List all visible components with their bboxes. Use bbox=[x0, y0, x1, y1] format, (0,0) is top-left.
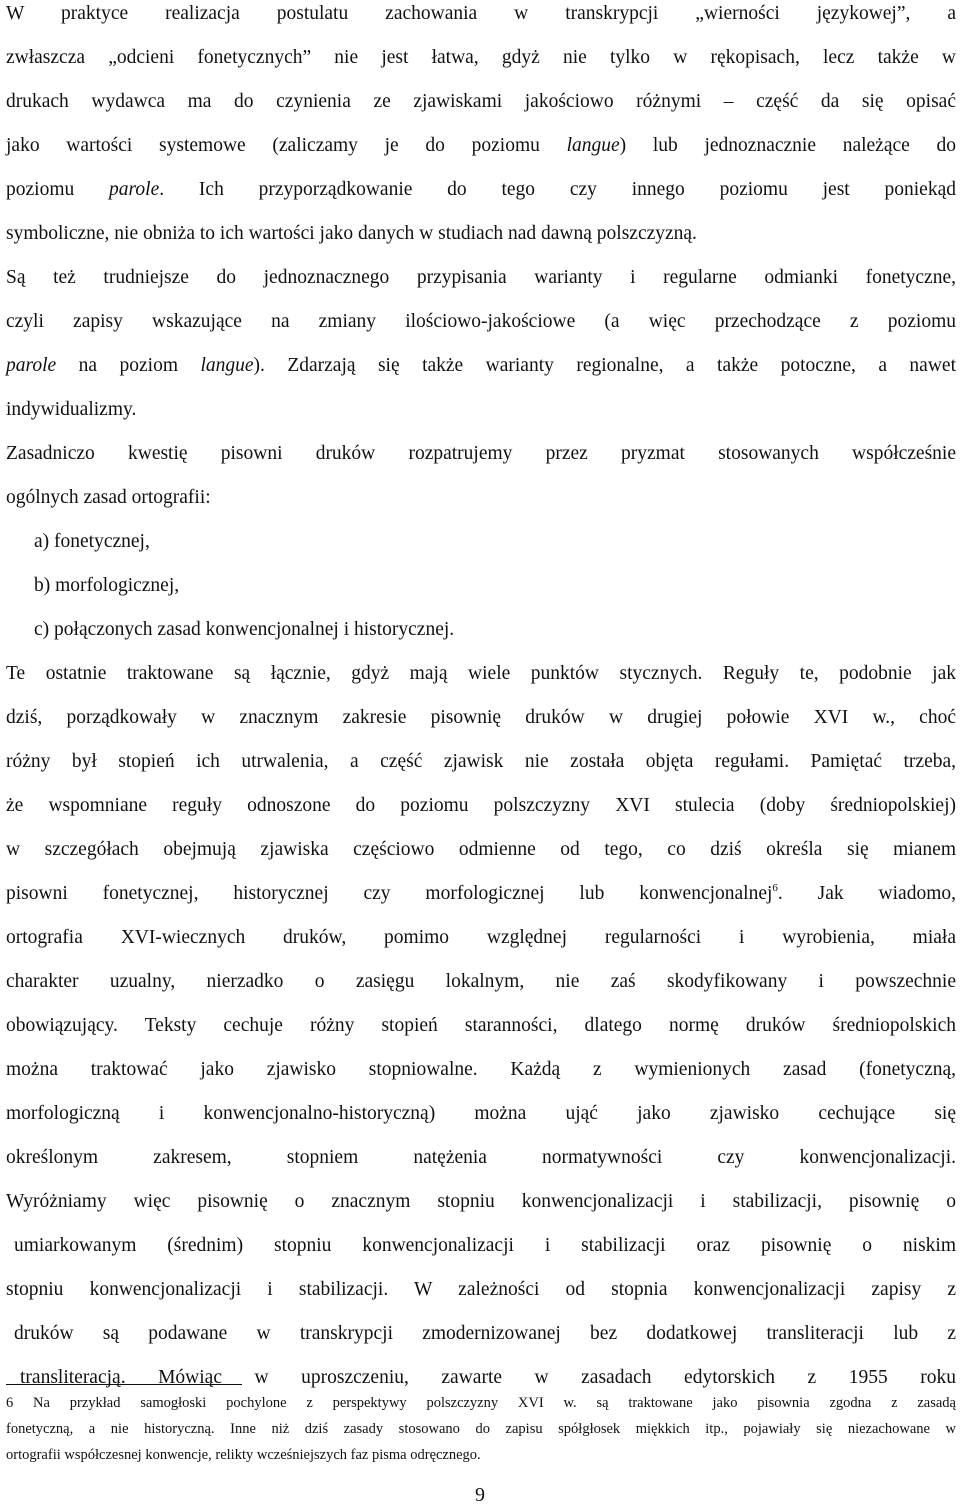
footnote-separator bbox=[6, 1384, 242, 1385]
text-segment: symboliczne, nie obniża to ich wartości jako danych w studiach nad dawną polszczyzną. bbox=[6, 223, 697, 244]
text-line bbox=[6, 178, 956, 202]
text-segment: ortografia XVI-wiecznych druków, pomimo względnej regularności i wyrobienia, miała bbox=[6, 927, 956, 948]
text-line bbox=[6, 1014, 956, 1038]
text-segment: fonetyczną, a nie historyczną. Inne niż dziś zasady stosowano do zapisu spółgłosek miękkich itp., pojawiały się niezachowane w bbox=[6, 1421, 956, 1437]
text-line bbox=[6, 970, 956, 994]
text-line bbox=[6, 926, 956, 950]
text-segment: W praktyce realizacja postulatu zachowania w transkrypcji „wierności językowej”, a bbox=[6, 3, 956, 24]
text-line bbox=[6, 90, 956, 114]
text-line bbox=[6, 706, 956, 730]
text-segment: w szczegółach obejmują zjawiska częściowo odmienne od tego, co dziś określa się mianem bbox=[6, 839, 956, 860]
text-line bbox=[6, 1190, 956, 1214]
text-segment: Są też trudniejsze do jednoznacznego przypisania warianty i regularne odmianki fonetyczne, bbox=[6, 267, 956, 288]
text-line bbox=[14, 1234, 956, 1258]
text-line bbox=[34, 574, 956, 598]
text-segment: a) fonetycznej, bbox=[34, 531, 150, 552]
text-segment: stopniu konwencjonalizacji i stabilizacji. W zależności od stopnia konwencjonalizacji zapisy z bbox=[6, 1279, 956, 1300]
text-segment: ). Zdarzają się także warianty regionalne, a także potoczne, a nawet bbox=[253, 355, 956, 376]
text-segment: czyli zapisy wskazujące na zmiany ilościowo-jakościowe (a więc przechodzące z poziomu bbox=[6, 311, 956, 332]
text-segment: umiarkowanym (średnim) stopniu konwencjonalizacji i stabilizacji oraz pisownię o niskim bbox=[14, 1235, 956, 1256]
footnote-line bbox=[6, 1420, 956, 1438]
footnote-ref: 6 bbox=[772, 882, 778, 894]
text-segment: . Jak wiadomo, bbox=[777, 883, 956, 904]
text-segment: 6 Na przykład samogłoski pochylone z perspektywy polszczyzny XVI w. są traktowane jako pisownia zgodna z zasadą bbox=[6, 1395, 956, 1411]
text-segment: morfologiczną i konwencjonalno-historyczną) można ująć jako zjawisko cechujące się bbox=[6, 1103, 956, 1124]
text-line bbox=[6, 662, 956, 686]
text-segment: dziś, porządkowały w znacznym zakresie pisownię druków w drugiej połowie XVI w., choć bbox=[6, 707, 956, 728]
page-number: 9 bbox=[475, 1484, 485, 1506]
text-line bbox=[6, 486, 956, 510]
text-segment: że wspomniane reguły odnoszone do poziomu polszczyzny XVI stulecia (doby średniopolskiej) bbox=[6, 795, 956, 816]
text-line bbox=[6, 134, 956, 158]
text-line bbox=[34, 618, 956, 642]
text-line bbox=[6, 1102, 956, 1126]
text-segment: . Ich przyporządkowanie do tego czy innego poziomu jest poniekąd bbox=[159, 179, 956, 200]
italic-term: langue bbox=[566, 135, 620, 156]
text-segment: c) połączonych zasad konwencjonalnej i historycznej. bbox=[34, 619, 455, 640]
text-line bbox=[14, 1322, 956, 1346]
italic-term: parole bbox=[109, 179, 160, 200]
text-segment: ) lub jednoznacznie należące do bbox=[619, 135, 957, 156]
text-line bbox=[6, 1278, 956, 1302]
text-segment: transliteracją. Mówiąc w uproszczeniu, zawarte w zasadach edytorskich z 1955 roku bbox=[20, 1367, 956, 1388]
text-segment: ortografii współczesnej konwencje, relikty wcześniejszych faz pisma odręcznego. bbox=[6, 1447, 481, 1463]
text-segment: ogólnych zasad ortografii: bbox=[6, 487, 211, 508]
text-segment: można traktować jako zjawisko stopniowalne. Każdą z wymienionych zasad (fonetyczną, bbox=[6, 1059, 956, 1080]
text-line bbox=[6, 750, 956, 774]
text-segment: charakter uzualny, nierzadko o zasięgu lokalnym, nie zaś skodyfikowany i powszechnie bbox=[6, 971, 956, 992]
text-line bbox=[6, 1058, 956, 1082]
text-segment: druków są podawane w transkrypcji zmodernizowanej bez dodatkowej transliteracji lub z bbox=[14, 1323, 956, 1344]
text-line bbox=[20, 1366, 956, 1390]
text-line bbox=[6, 838, 956, 862]
text-line bbox=[6, 882, 956, 906]
text-segment: poziomu bbox=[6, 179, 110, 200]
text-line bbox=[6, 794, 956, 818]
text-segment: jako wartości systemowe (zaliczamy je do poziomu bbox=[6, 135, 567, 156]
text-line bbox=[6, 442, 956, 466]
text-segment: drukach wydawca ma do czynienia ze zjawiskami jakościowo różnymi – część da się opisać bbox=[6, 91, 956, 112]
text-segment: na poziom bbox=[56, 355, 201, 376]
text-line bbox=[6, 310, 956, 334]
text-line bbox=[6, 1146, 956, 1170]
text-line bbox=[34, 530, 956, 554]
text-segment: b) morfologicznej, bbox=[34, 575, 180, 596]
text-segment: Zasadniczo kwestię pisowni druków rozpatrujemy przez pryzmat stosowanych współcześnie bbox=[6, 443, 956, 464]
text-line bbox=[6, 2, 956, 26]
text-segment: różny był stopień ich utrwalenia, a część zjawisk nie została objęta regułami. Pamiętać trzeba, bbox=[6, 751, 956, 772]
text-line bbox=[6, 46, 956, 70]
text-line bbox=[6, 266, 956, 290]
text-segment: indywidualizmy. bbox=[6, 399, 137, 420]
text-segment: pisowni fonetycznej, historycznej czy morfologicznej lub konwencjonalnej bbox=[6, 883, 773, 904]
italic-term: langue bbox=[200, 355, 254, 376]
footnote-line bbox=[6, 1446, 956, 1464]
text-segment: Te ostatnie traktowane są łącznie, gdyż mają wiele punktów stycznych. Reguły te, podobnie jak bbox=[6, 663, 956, 684]
text-line bbox=[6, 222, 956, 246]
text-segment: zwłaszcza „odcieni fonetycznych” nie jest łatwa, gdyż nie tylko w rękopisach, lecz także w bbox=[6, 47, 956, 68]
italic-term: parole bbox=[6, 355, 57, 376]
text-segment: obowiązujący. Teksty cechuje różny stopień staranności, dlatego normę druków średniopolskich bbox=[6, 1015, 956, 1036]
text-line bbox=[6, 354, 956, 378]
text-segment: Wyróżniamy więc pisownię o znacznym stopniu konwencjonalizacji i stabilizacji, pisownię o bbox=[6, 1191, 956, 1212]
text-segment: określonym zakresem, stopniem natężenia normatywności czy konwencjonalizacji. bbox=[6, 1147, 956, 1168]
text-line bbox=[6, 398, 956, 422]
footnote-line bbox=[6, 1394, 956, 1412]
